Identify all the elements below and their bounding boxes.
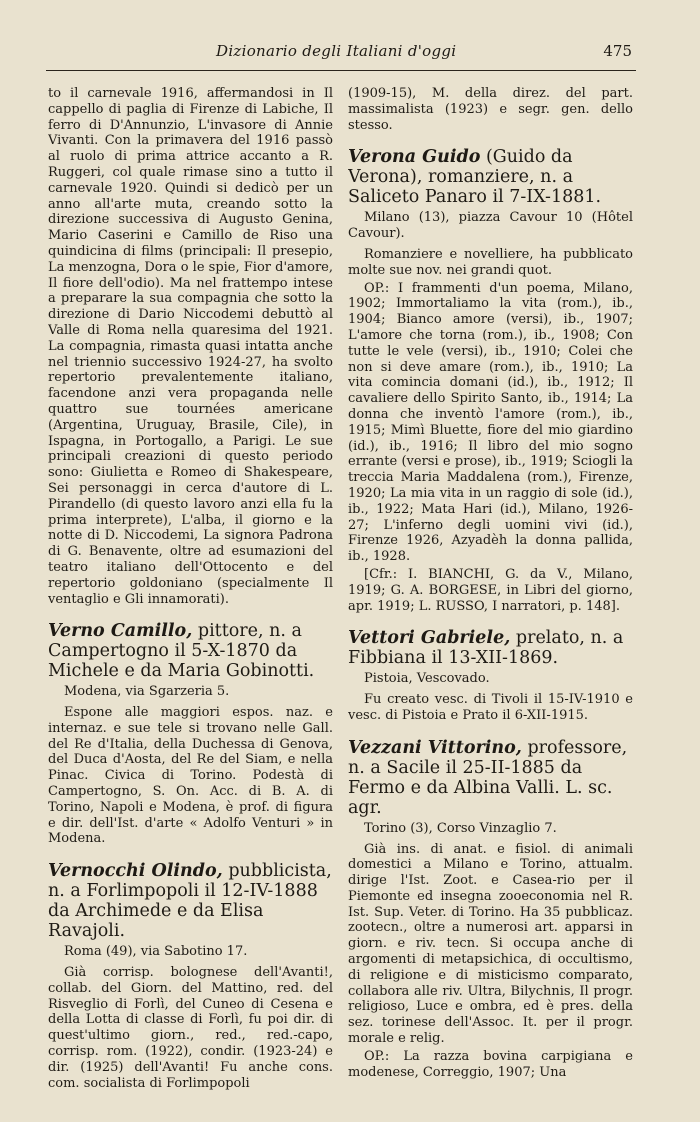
entry-works: OP.: I frammenti d'un poema, Milano, 1902; Immortaliamo la vita (rom.), ib., 1904; Bianco amore (versi), ib., 1907; L'amore che torna (rom.), ib., 1908; Con tutte le vele (versi), ib., 1910; Colei che non si deve amare (rom.), ib., 1910; La vita comincia domani (id.), ib., 1912; Il cavaliere dello Spirito Santo, ib., 1914; La donna che inventò l'amore (rom.), ib., 1915; Mimì Bluette, fiore del mio giardino (id.), ib., 1916; Il libro del mio sogno errante (versi e prose), ib., 1919; Sciogli la treccia Maria Maddalena (rom.), Firenze, 1920; La mia vita in un raggio di sole (id.), ib., 1922; Mata Hari (id.), Milano, 1926-27; L'inferno degli uomini vivi (id.), Firenze 1926, Azyadèh la donna pallida, ib., 1928. — [348, 280, 633, 565]
entry-surname: Vernocchi Olindo, — [48, 861, 223, 882]
page-number: 475 — [603, 42, 632, 60]
entry-heading — [348, 628, 633, 668]
entry-bio: pubblicista, n. a Forlimpopoli il 12-IV-1888 da Archimede e da Elisa Ravajoli. — [48, 861, 332, 942]
entry-vernocchi-olindo — [48, 861, 333, 1091]
entry-verno-camillo — [48, 621, 333, 847]
entry-surname: Verno Camillo, — [48, 621, 193, 642]
entry-bio: prelato, n. a Fibbiana il 13-XII-1869. — [348, 628, 624, 669]
entry-bio: pittore, n. a Campertogno il 5-X-1870 da Michele e da Maria Gobinotti. — [48, 621, 315, 682]
entry-bio: professore, n. a Sacile il 25-II-1885 da Fermo e da Albina Valli. L. sc. agr. — [348, 737, 628, 818]
entry-references: [Cfr.: I. BIANCHI, G. da V., Milano, 1919; G. A. BORGESE, in Libri del giorno, apr. 1919; L. RUSSO, I narratori, p. 148]. — [348, 566, 633, 614]
left-column — [48, 86, 333, 1116]
entry-surname: Vettori Gabriele, — [348, 628, 511, 649]
entry-works: OP.: La razza bovina carpigiana e modenese, Correggio, 1907; Una — [348, 1048, 633, 1080]
entry-text: Già corrisp. bolognese dell'Avanti!, collab. del Giorn. del Mattino, red. del Risveglio di Forlì, del Cuneo di Cesena e della Lotta di classe di Forlì, fu poi dir. di quest'ultimo giorn., red., red.-capo, corrisp. rom. (1922), condir. (1923-24) e dir. (1925) dell'Avanti! Fu anche cons. com. socialista di Forlimpopoli — [48, 965, 333, 1091]
continued-entry-text: to il carnevale 1916, affermandosi in Il cappello di paglia di Firenze di Labiche, Il ferro di D'Annunzio, L'invasore di Annie Vivanti. Con la primavera del 1916 passò al ruolo di prima attrice accanto a R. Ruggeri, col quale rimase sino a tutto il carnevale 1920. Quindi si dedicò per un anno all'arte muta, creando sotto la direzione successiva di Augusto Genina, Mario Caserini e Camillo de Riso una quindicina di films (principali: Il presepio, La menzogna, Dora o le spie, Fior d'amore, Il fiore dell'odio). Ma nel frattempo intese a preparare la sua compagnia che sotto la direzione di Dario Niccodemi debuttò al Valle di Roma nella quaresima del 1921. La compagnia, rimasta quasi intatta anche nel triennio successivo 1924-27, ha svolto repertorio prevalentemente italiano, facendone anzi vera propaganda nelle quattro sue tournées americane (Argentina, Uruguay, Brasile, Cile), in Ispagna, in Portogallo, a Parigi. Le sue principali creazioni di questo periodo sono: Giulietta e Romeo di Shakespeare, Sei personaggi in cerca d'autore di L. Pirandello (di questo lavoro anzi ella fu la prima interprete), L'alba, il giorno e la notte di D. Niccodemi, La signora Padrona di G. Benavente, oltre ad esumazioni del teatro italiano dell'Ottocento e del repertorio goldoniano (specialmente Il ventaglio e Gli innamorati). — [48, 86, 333, 607]
entry-text: Fu creato vesc. di Tivoli il 15-IV-1910 e vesc. di Pistoia e Prato il 6-XII-1915. — [348, 692, 633, 723]
entry-text: Romanziere e novelliere, ha pubblicato molte sue nov. nei grandi quot. — [348, 246, 633, 278]
entry-surname: Verona Guido — [348, 147, 481, 168]
entry-address: Milano (13), piazza Cavour 10 (Hôtel Cavour). — [348, 210, 633, 242]
entry-text: Espone alle maggiori espos. naz. e internaz. e sue tele si trovano nelle Gall. del Re d'Italia, della Duchessa di Genova, del Duca d'Aosta, del Re del Siam, e nella Pinac. Civica di Torino. Podestà di Campertogno, S. On. Acc. di B. A. di Torino, Napoli e Modena, è prof. di figura e dir. dell'Ist. d'arte « Adolfo Venturi » in Modena. — [48, 705, 333, 847]
entry-address: Roma (49), via Sabotino 17. — [64, 944, 248, 960]
continued-entry-text: (1909-15), M. della direz. del part. massimalista (1923) e segr. gen. dello stesso. — [348, 86, 633, 133]
entry-address: Modena, via Sgarzeria 5. — [64, 684, 230, 700]
entry-address: Torino (3), Corso Vinzaglio 7. — [364, 820, 557, 836]
entry-heading — [48, 621, 333, 681]
right-column — [348, 86, 633, 1116]
running-title: Dizionario degli Italiani d'oggi — [216, 42, 457, 60]
entry-text: Già ins. di anat. e fisiol. di animali domestici a Milano e Torino, attualm. dirige l'Ist. Zoot. e Casea-rio per il Piemonte ed insegna zooeconomia nel R. Ist. Sup. Veter. di Torino. Ha 35 pubblicaz. zootecn., oltre a numerosi art. apparsi in giorn. e riv. tecn. Si occupa anche di argomenti di metapsichica, di occultismo, di religione e di misticismo comparato, collabora alle riv. Ultra, Bilychnis, Il progr. religioso, Luce e ombra, ed è pres. della sez. torinese dell'Assoc. It. per il progr. morale e relig. — [348, 841, 633, 1047]
entry-vezzani-vittorino — [348, 738, 633, 1081]
entry-address: Pistoia, Vescovado. — [364, 671, 490, 687]
entry-heading — [348, 738, 633, 818]
entry-heading — [348, 147, 633, 207]
entry-vettori-gabriele — [348, 628, 633, 723]
entry-surname: Vezzani Vittorino, — [348, 737, 522, 758]
entry-verona-guido — [348, 147, 633, 614]
entry-heading — [48, 861, 333, 941]
entry-bio: (Guido da Verona), romanziere, n. a Saliceto Panaro il 7-IX-1881. — [348, 147, 602, 208]
page-header — [46, 36, 636, 71]
